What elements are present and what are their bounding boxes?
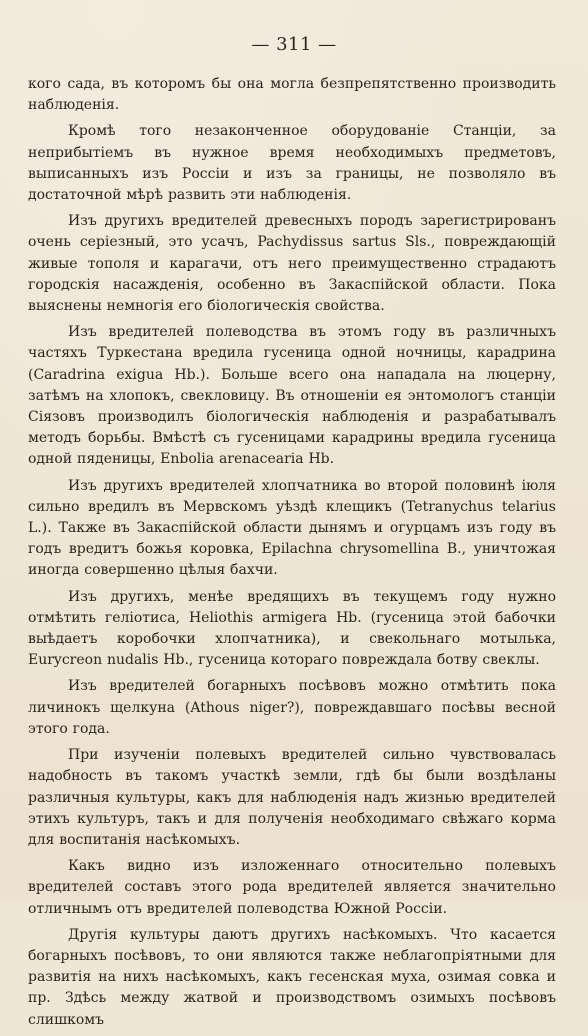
paragraph-6-text: Изъ другихъ, менѣе вредящихъ въ текущемъ году нужно отмѣтить геліотиса, Heliothis armigera Hb. (гусеница этой бабочки выѣдаетъ коробочки хлопчатника), и свекольнаго мотылька, Eurycreon nudalis Hb., гусеница котораго повреждала ботву свеклы.: [28, 588, 556, 669]
paragraph-1-text: кого сада, въ которомъ бы она могла безпрепятственно производить наблюденія.: [28, 76, 556, 114]
paragraph-6: [28, 587, 556, 672]
paragraph-4: [28, 322, 556, 470]
paragraph-5-text: Изъ другихъ вредителей хлопчатника во второй половинѣ іюля сильно вредилъ въ Мервскомъ уѣздѣ клещикъ (Tetranychus telarius L.). Также въ Закаспійской области дынямъ и огурцамъ изъ году въ годъ вредитъ божья коровка, Epilachna chrysomellina B., уничтожая иногда совершенно цѣлыя бахчи.: [28, 477, 556, 579]
paragraph-3-text: Изъ другихъ вредителей древесныхъ породъ зарегистрированъ очень серіезный, это усачъ, Pachydissus sartus Sls., повреждающій живые тополя и карагачи, отъ него преимущественно страдаютъ городскія насажденія, особенно въ Закаспійской области. Пока выяснены немногія его біологическія свойства.: [28, 213, 556, 315]
paragraph-8-text: При изученіи полевыхъ вредителей сильно чувствовалась надобность въ такомъ участкѣ земли, гдѣ бы были воздѣланы различныя культуры, какъ для наблюденія надъ жизнью вредителей этихъ культуръ, такъ и для полученія необходимаго свѣжаго корма для воспитанія насѣкомыхъ.: [28, 747, 556, 848]
paragraph-2: [28, 121, 556, 206]
paragraph-9: [28, 856, 556, 920]
paragraph-7-text: Изъ вредителей богарныхъ посѣвовъ можно отмѣтить пока личинокъ щелкуна (Athous niger?), повреждавшаго посѣвы весной этого года.: [28, 678, 556, 737]
paragraph-3: [28, 211, 556, 317]
paragraph-10-text: Другія культуры даютъ другихъ насѣкомыхъ. Что касается богарныхъ посѣвовъ, то они являются также неблагопріятными для развитія на нихъ насѣкомыхъ, какъ гесенская муха, озимая совка и пр. Здѣсь между жатвой и производствомъ озимыхъ посѣвовъ слишкомъ: [28, 926, 556, 1028]
paragraph-2-text: Кромѣ того незаконченное оборудованіе Станціи, за неприбытіемъ въ нужное время необходимыхъ предметовъ, выписанныхъ изъ Россіи и изъ за границы, не позволяло въ достаточной мѣрѣ развить эти наблюденія.: [28, 123, 556, 204]
paragraph-5: [28, 476, 556, 582]
page-body: [28, 74, 556, 1036]
paragraph-4-text: Изъ вредителей полеводства въ этомъ году въ различныхъ частяхъ Туркестана вредила гусеница одной ночницы, карадрина (Caradrina exigua Hb.). Больше всего она нападала на люцерну, затѣмъ на хлопокъ, свекловицу. Въ отношеніи ея энтомологъ станціи Сіязовъ производилъ біологическія наблюденія и разрабатывалъ методъ борьбы. Вмѣстѣ съ гусеницами карадрины вредила гусеница одной пяденицы, Enbolia arenacearia Hb.: [28, 324, 556, 468]
paragraph-7: [28, 676, 556, 740]
paragraph-9-text: Какъ видно изъ изложеннаго относительно полевыхъ вредителей составъ этого рода вредителей является значительно отличнымъ отъ вредителей полеводства Южной Россіи.: [28, 858, 556, 917]
paragraph-10: [28, 925, 556, 1031]
paragraph-1: [28, 74, 556, 116]
paragraph-8: [28, 745, 556, 851]
page-number: — 311 —: [251, 34, 337, 55]
